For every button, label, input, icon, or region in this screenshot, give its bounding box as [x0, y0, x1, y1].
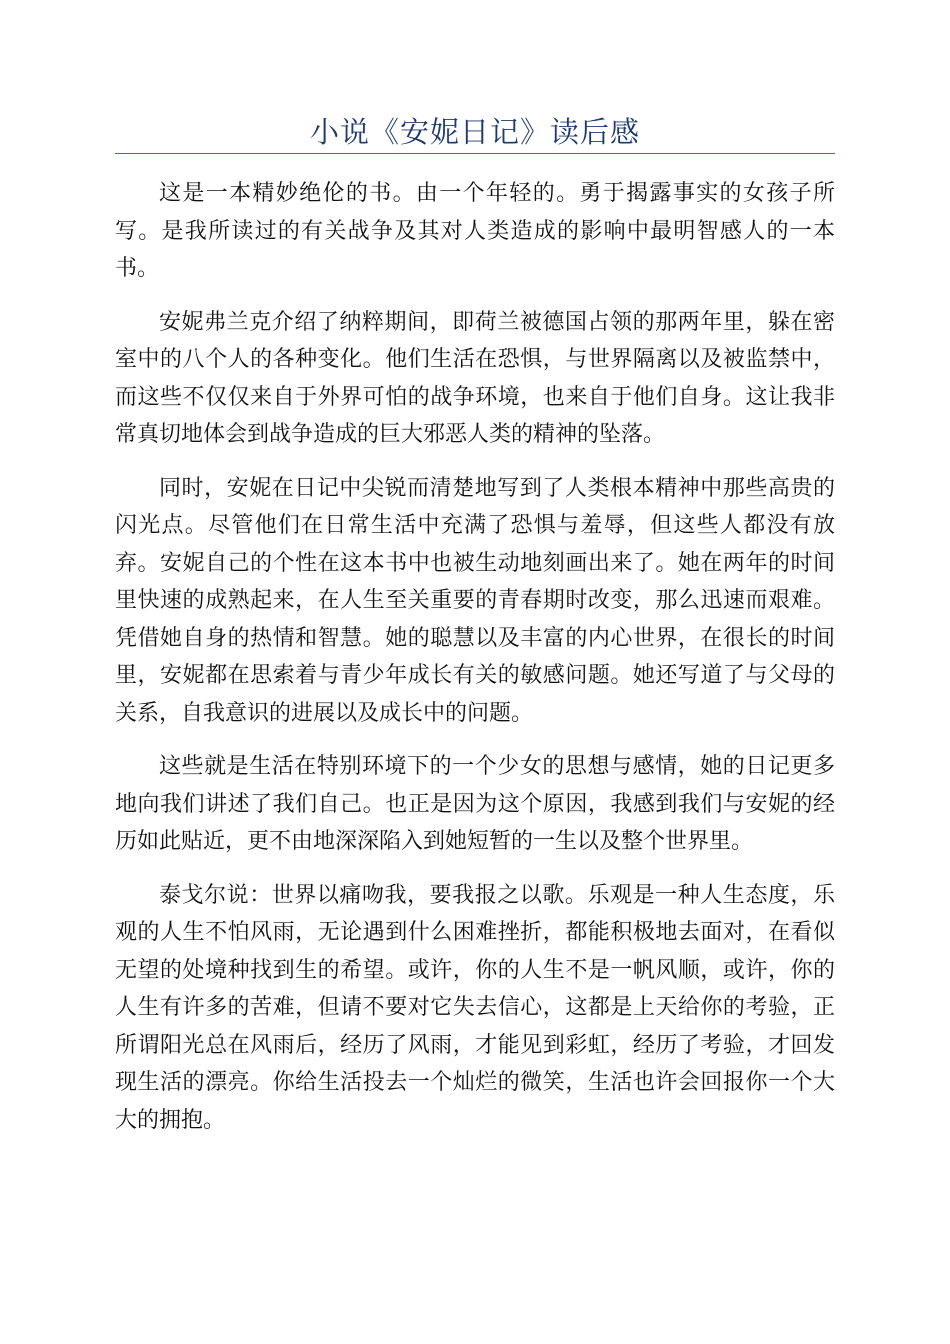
paragraph-4: 这些就是生活在特别环境下的一个少女的思想与感情，她的日记更多地向我们讲述了我们自己。也正是因为这个原因，我感到我们与安妮的经历如此贴近，更不由地深深陷入到她短暂的一生以及整个世界里。: [115, 754, 835, 854]
page-title: 小说《安妮日记》读后感: [309, 115, 640, 149]
paragraph-1: 这是一本精妙绝伦的书。由一个年轻的。勇于揭露事实的女孩子所写。是我所读过的有关战争及其对人类造成的影响中最明智感人的一本书。: [115, 181, 835, 281]
title-underline: [115, 153, 835, 154]
paragraph-2: 安妮弗兰克介绍了纳粹期间，即荷兰被德国占领的那两年里，躲在密室中的八个人的各种变化。他们生活在恐惧，与世界隔离以及被监禁中，而这些不仅仅来自于外界可怕的战争环境，也来自于他们自身。这让我非常真切地体会到战争造成的巨大邪恶人类的精神的坠落。: [115, 309, 835, 447]
paragraph-3: 同时，安妮在日记中尖锐而清楚地写到了人类根本精神中那些高贵的闪光点。尽管他们在日常生活中充满了恐惧与羞辱，但这些人都没有放弃。安妮自己的个性在这本书中也被生动地刻画出来了。她在两年的时间里快速的成熟起来，在人生至关重要的青春期时改变，那么迅速而艰难。凭借她自身的热情和智慧。她的聪慧以及丰富的内心世界，在很长的时间里，安妮都在思索着与青少年成长有关的敏感问题。她还写道了与父母的关系，自我意识的进展以及成长中的问题。: [115, 475, 835, 726]
document-body: [115, 175, 835, 1155]
paragraph-5: 泰戈尔说：世界以痛吻我，要我报之以歌。乐观是一种人生态度，乐观的人生不怕风雨，无论遇到什么困难挫折，都能积极地去面对，在看似无望的处境种找到生的希望。或许，你的人生不是一帆风顺，或许，你的人生有许多的苦难，但请不要对它失去信心，这都是上天给你的考验，正所谓阳光总在风雨后，经历了风雨，才能见到彩虹，经历了考验，才回发现生活的漂亮。你给生活投去一个灿烂的微笑，生活也许会回报你一个大大的拥抱。: [115, 882, 835, 1133]
